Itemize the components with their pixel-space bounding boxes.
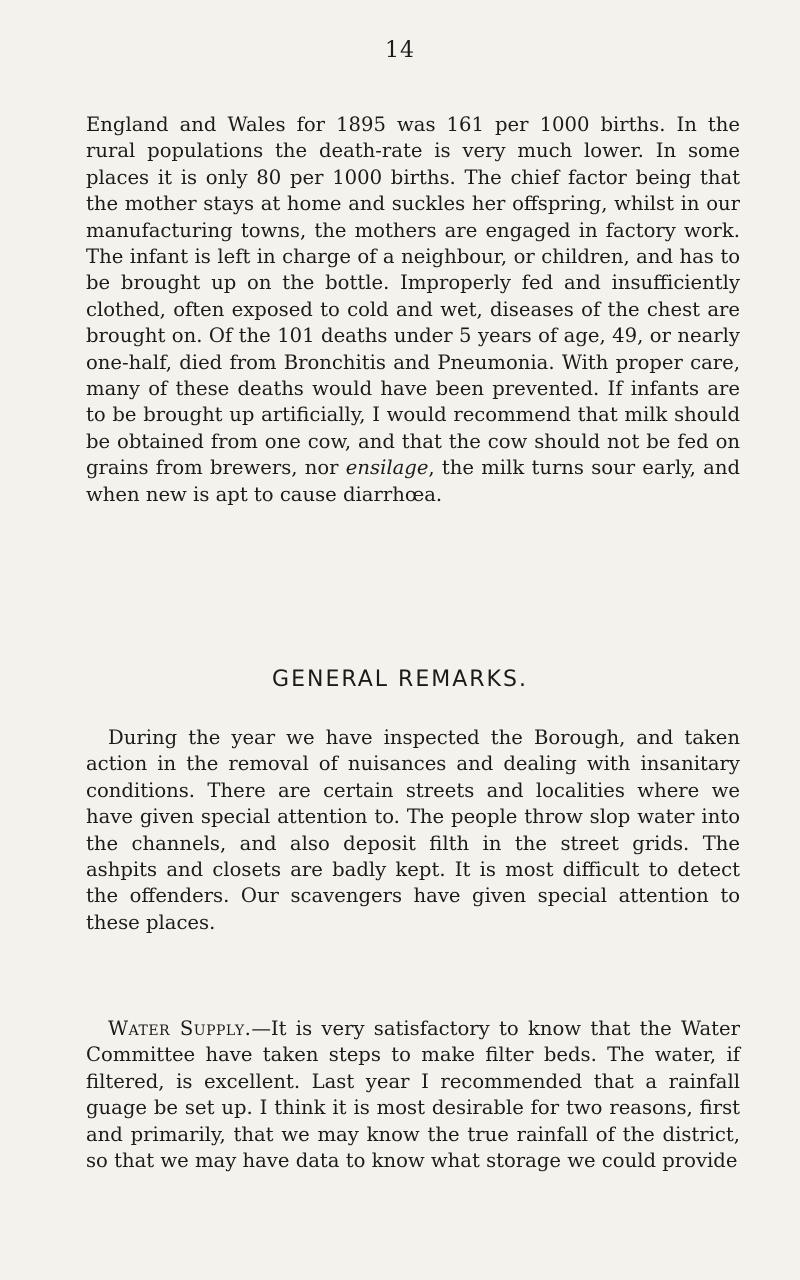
- italic-term: ensilage: [345, 456, 429, 480]
- paragraph-infant-mortality: [86, 112, 740, 508]
- paragraph-water-supply: [86, 1016, 740, 1174]
- paragraph-general-remarks: [86, 725, 740, 936]
- paragraph-text: [86, 1016, 740, 1174]
- runin-heading: Water Supply.: [108, 1017, 252, 1040]
- section-heading: GENERAL REMARKS.: [272, 667, 528, 692]
- paragraph-text-end: , the milk turns sour early, and when new is apt to cause diarrhœa.: [86, 456, 740, 506]
- page-number: 14: [385, 38, 415, 63]
- paragraph-text: [86, 112, 740, 508]
- paragraph-text-body: —It is very satisfactory to know that the Water Committee have taken steps to make filter beds. The water, if filtered, is excellent. Last year I recommended that a rainfall guage be set up. I think it is most desirable for two reasons, first and primarily, that we may know the true rainfall of the district, so that we may have data to know what storage we could provide: [86, 1017, 740, 1173]
- paragraph-text-main: England and Wales for 1895 was 161 per 1000 births. In the rural populations the death-rate is very much lower. In some places it is only 80 per 1000 births. The chief factor being that the mother stays at home and suckles her offspring, whilst in our manufacturing towns, the mothers are engaged in factory work. The infant is left in charge of a neighbour, or children, and has to be brought up on the bottle. Improperly fed and insufficiently clothed, often exposed to cold and wet, diseases of the chest are brought on. Of the 101 deaths under 5 years of age, 49, or nearly one-half, died from Bronchitis and Pneumonia. With proper care, many of these deaths would have been prevented. If infants are to be brought up artificially, I would recommend that milk should be obtained from one cow, and that the cow should not be fed on grains from brewers, nor: [86, 113, 740, 480]
- paragraph-text: During the year we have inspected the Borough, and taken action in the removal of nuisances and dealing with insanitary conditions. There are certain streets and localities where we have given special attention to. The people throw slop water into the channels, and also deposit filth in the street grids. The ashpits and closets are badly kept. It is most difficult to detect the offenders. Our scavengers have given special attention to these places.: [86, 726, 740, 934]
